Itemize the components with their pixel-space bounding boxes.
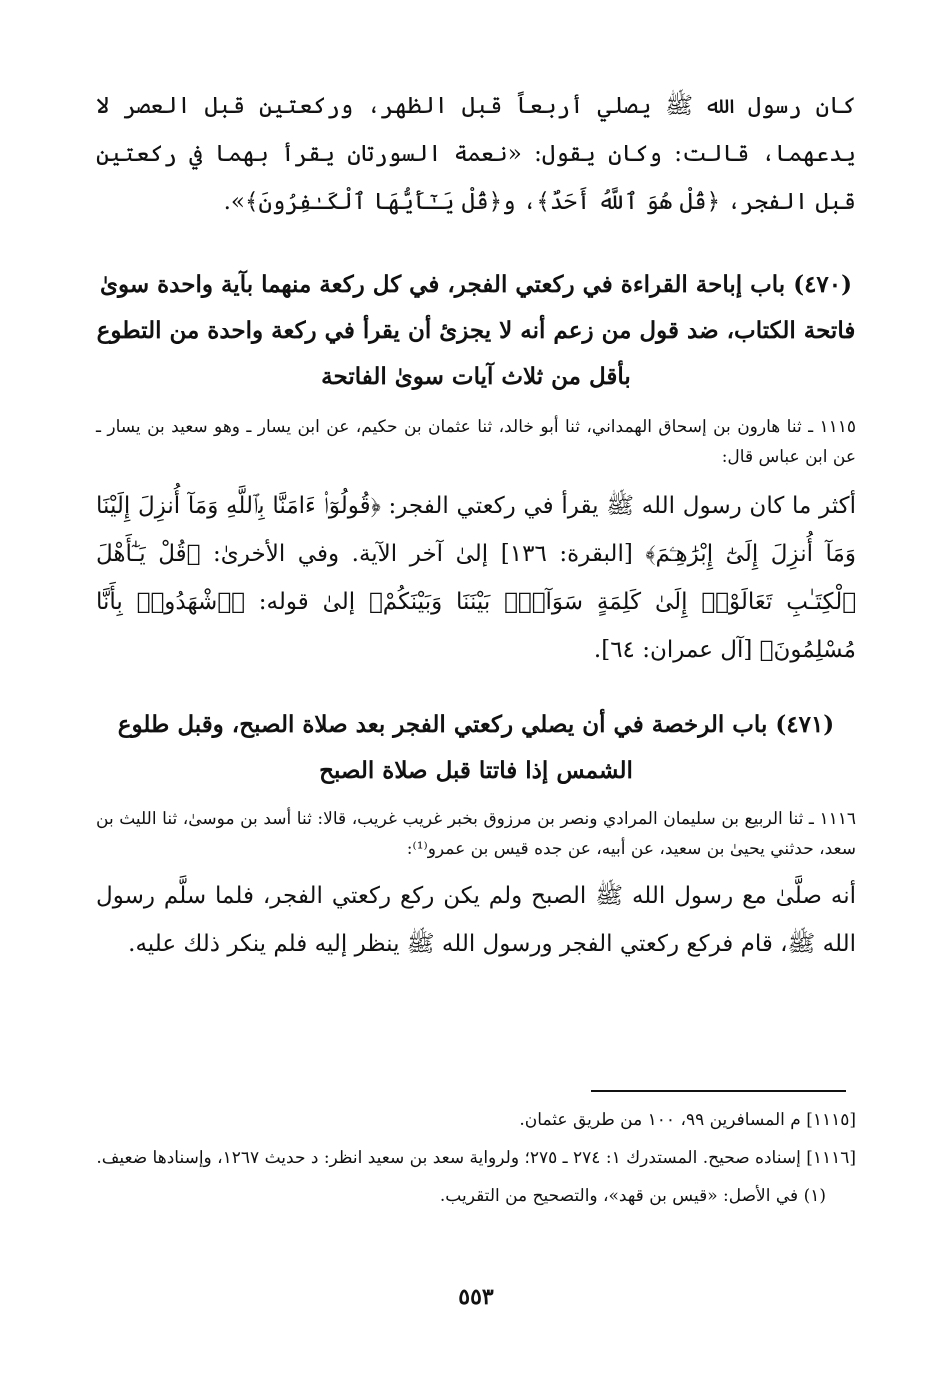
footnotes	[96, 1103, 856, 1213]
footnote-1: (١) في الأصل: «قيس بن قهد»، والتصحيح من التقريب.	[439, 1186, 826, 1206]
page-number: ٥٥٣	[458, 1284, 494, 1310]
page-body	[96, 82, 856, 968]
hadith-1116-text: أنه صلَّىٰ مع رسول الله ﷺ الصبح ولم يكن ركع ركعتي الفجر، فلما سلَّم رسول الله ﷺ، قام فركع ركعتي الفجر ورسول الله ﷺ ينظر إليه فلم ينكر ذلك عليه.	[96, 883, 856, 957]
hadith-1116-isnad: ١١١٦ ـ ثنا الربيع بن سليمان المرادي ونصر بن مرزوق بخبر غريب غريب، قالا: ثنا أسد بن موسىٰ، ثنا الليث بن سعد، حدثني يحيىٰ بن سعيد، عن أبيه، عن جده قيس بن عمرو⁽¹⁾:	[96, 809, 856, 859]
hadith-1115-text: أكثر ما كان رسول الله ﷺ يقرأ في ركعتي الفجر: ﴿قُولُوٓا۟ ءَامَنَّا بِٱللَّهِ وَمَآ أُنزِلَ إِلَيْنَا وَمَآ أُنزِلَ إِلَىٰٓ إِبْرَٰهِـۧمَ﴾ [البقرة: ١٣٦] إلىٰ آخر الآية. وفي الأخرىٰ: ﴿قُلْ يَـٰٓأَهْلَ ٱلْكِتَـٰبِ تَعَالَوْا۟ إِلَىٰ كَلِمَةٍ سَوَآءٍۭ بَيْنَنَا وَبَيْنَكُمْ﴾ إلىٰ قوله: ﴿ٱشْهَدُوا۟ بِأَنَّا مُسْلِمُونَ﴾ [آل عمران: ٦٤].	[96, 493, 856, 663]
hadith-continuation-paragraph: كان رسول الله ﷺ يصلي أربعاً قبل الظهر، وركعتين قبل العصر لا يدعهما، قالت: وكان يقول: «نعمة السورتان يقرأ بهما في ركعتين قبل الفجر، ﴿قُلْ هُوَ ٱللَّهُ أَحَدٌ﴾، و﴿قُلْ يَـٰٓأَيُّهَا ٱلْكَـٰفِرُونَ﴾».	[96, 93, 856, 215]
footnote-1116: [١١١٦] إسناده صحيح. المستدرك ١: ٢٧٤ ـ ٢٧٥؛ ولرواية سعد بن سعيد انظر: د حديث ١٢٦٧، وإسنادها ضعيف.	[96, 1148, 856, 1168]
chapter-heading-471: (٤٧١) باب الرخصة في أن يصلي ركعتي الفجر بعد صلاة الصبح، وقبل طلوع الشمس إذا فاتتا قبل صلاة الصبح	[117, 711, 835, 784]
footnote-1115: [١١١٥] م المسافرين ٩٩، ١٠٠ من طريق عثمان.	[519, 1110, 856, 1130]
hadith-1115-isnad: ١١١٥ ـ ثنا هارون بن إسحاق الهمداني، ثنا أبو خالد، ثنا عثمان بن حكيم، عن ابن يسار ـ وهو سعيد بن يسار ـ عن ابن عباس قال:	[96, 417, 856, 467]
chapter-heading-470: (٤٧٠) باب إباحة القراءة في ركعتي الفجر، في كل ركعة منهما بآية واحدة سوىٰ فاتحة الكتاب، ضد قول من زعم أنه لا يجزئ أن يقرأ في ركعة واحدة من التطوع بأقل من ثلاث آيات سوىٰ الفاتحة	[96, 271, 856, 390]
footnote-divider	[591, 1090, 846, 1092]
